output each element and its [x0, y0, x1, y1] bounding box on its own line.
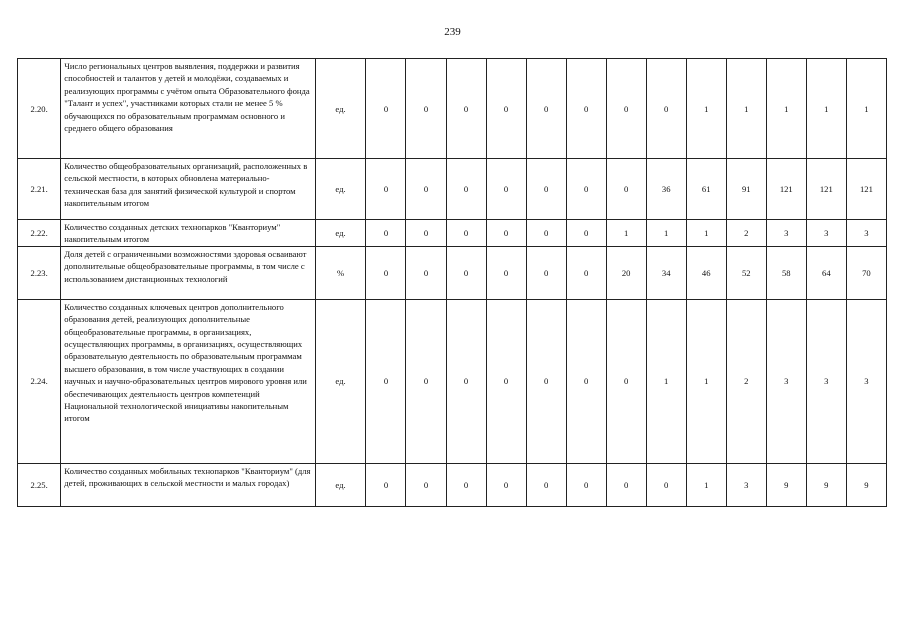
value-cell: 0 — [406, 299, 446, 463]
value-cell: 52 — [726, 246, 766, 299]
indicator-description: Количество созданных мобильных технопарков "Кванториум" (для детей, проживающих в сельской местности и малых городах) — [61, 463, 315, 506]
value-cell: 1 — [686, 220, 726, 247]
value-cell: 0 — [606, 299, 646, 463]
value-cell: 3 — [806, 220, 846, 247]
value-cell: 1 — [726, 59, 766, 159]
value-cell: 3 — [726, 463, 766, 506]
unit-cell: % — [315, 246, 366, 299]
indicator-description: Доля детей с ограниченными возможностями здоровья осваивают дополнительные общеобразовательные программы, в том числе с использованием дистанционных технологий — [61, 246, 315, 299]
unit-cell: ед. — [315, 59, 366, 159]
value-cell: 0 — [406, 159, 446, 220]
value-cell: 9 — [806, 463, 846, 506]
value-cell: 0 — [646, 463, 686, 506]
value-cell: 0 — [366, 220, 406, 247]
value-cell: 0 — [366, 463, 406, 506]
table-row — [18, 59, 887, 159]
value-cell: 0 — [566, 59, 606, 159]
row-number: 2.22. — [18, 220, 61, 247]
value-cell: 0 — [486, 59, 526, 159]
value-cell: 0 — [566, 246, 606, 299]
value-cell: 0 — [606, 463, 646, 506]
value-cell: 0 — [526, 463, 566, 506]
value-cell: 2 — [726, 299, 766, 463]
value-cell: 0 — [406, 463, 446, 506]
table-row — [18, 220, 887, 247]
value-cell: 0 — [366, 59, 406, 159]
value-cell: 3 — [846, 299, 886, 463]
value-cell: 0 — [526, 159, 566, 220]
value-cell: 0 — [566, 299, 606, 463]
value-cell: 0 — [446, 299, 486, 463]
value-cell: 121 — [806, 159, 846, 220]
value-cell: 0 — [366, 159, 406, 220]
value-cell: 1 — [686, 59, 726, 159]
value-cell: 1 — [606, 220, 646, 247]
value-cell: 61 — [686, 159, 726, 220]
unit-cell: ед. — [315, 463, 366, 506]
value-cell: 1 — [806, 59, 846, 159]
value-cell: 0 — [486, 463, 526, 506]
row-number: 2.21. — [18, 159, 61, 220]
row-number: 2.20. — [18, 59, 61, 159]
value-cell: 0 — [366, 246, 406, 299]
table-body — [18, 59, 887, 507]
value-cell: 0 — [606, 59, 646, 159]
value-cell: 3 — [846, 220, 886, 247]
value-cell: 0 — [446, 220, 486, 247]
value-cell: 0 — [366, 299, 406, 463]
value-cell: 20 — [606, 246, 646, 299]
value-cell: 0 — [526, 59, 566, 159]
value-cell: 0 — [446, 159, 486, 220]
indicator-description: Количество созданных ключевых центров дополнительного образования детей, реализующих дополнительные общеобразовательные программы, в организациях, осуществляющих программы, в организациях, осуществляющих образовательную деятельность по образовательным программам высшего образования, в том числе участвующих в создании научных и научно-образовательных центров мирового уровня или обеспечивающих деятельность центров компетенций Национальной технологической инициативы накопительным итогом — [61, 299, 315, 463]
row-number: 2.24. — [18, 299, 61, 463]
indicators-table — [17, 58, 887, 507]
table-row — [18, 246, 887, 299]
table-row — [18, 299, 887, 463]
indicator-description: Количество созданных детских технопарков "Кванториум" накопительным итогом — [61, 220, 315, 247]
value-cell: 0 — [606, 159, 646, 220]
value-cell: 2 — [726, 220, 766, 247]
unit-cell: ед. — [315, 299, 366, 463]
value-cell: 0 — [566, 463, 606, 506]
value-cell: 1 — [646, 220, 686, 247]
table-row — [18, 463, 887, 506]
value-cell: 36 — [646, 159, 686, 220]
value-cell: 1 — [646, 299, 686, 463]
value-cell: 64 — [806, 246, 846, 299]
value-cell: 0 — [406, 246, 446, 299]
value-cell: 0 — [566, 159, 606, 220]
value-cell: 121 — [766, 159, 806, 220]
unit-cell: ед. — [315, 159, 366, 220]
value-cell: 0 — [526, 220, 566, 247]
value-cell: 1 — [686, 299, 726, 463]
row-number: 2.25. — [18, 463, 61, 506]
page-number: 239 — [444, 26, 461, 38]
value-cell: 3 — [766, 299, 806, 463]
indicator-description: Количество общеобразовательных организаций, расположенных в сельской местности, в которых обновлена материально-техническая база для занятий физической культурой и спортом накопительным итогом — [61, 159, 315, 220]
value-cell: 1 — [846, 59, 886, 159]
table-row — [18, 159, 887, 220]
value-cell: 121 — [846, 159, 886, 220]
value-cell: 0 — [566, 220, 606, 247]
value-cell: 0 — [406, 220, 446, 247]
value-cell: 0 — [646, 59, 686, 159]
value-cell: 58 — [766, 246, 806, 299]
value-cell: 3 — [766, 220, 806, 247]
value-cell: 1 — [686, 463, 726, 506]
indicator-description: Число региональных центров выявления, поддержки и развития способностей и талантов у детей и молодёжи, создаваемых и реализующих программы с учётом опыта Образовательного фонда "Талант и успех", участниками которых стали не менее 5 % обучающихся по образовательным программам основного и среднего общего образования — [61, 59, 315, 159]
value-cell: 0 — [526, 246, 566, 299]
value-cell: 0 — [446, 59, 486, 159]
value-cell: 0 — [486, 159, 526, 220]
value-cell: 9 — [766, 463, 806, 506]
value-cell: 1 — [766, 59, 806, 159]
value-cell: 0 — [486, 220, 526, 247]
value-cell: 9 — [846, 463, 886, 506]
value-cell: 0 — [406, 59, 446, 159]
value-cell: 34 — [646, 246, 686, 299]
value-cell: 70 — [846, 246, 886, 299]
value-cell: 0 — [446, 463, 486, 506]
value-cell: 3 — [806, 299, 846, 463]
unit-cell: ед. — [315, 220, 366, 247]
value-cell: 0 — [446, 246, 486, 299]
value-cell: 91 — [726, 159, 766, 220]
row-number: 2.23. — [18, 246, 61, 299]
value-cell: 0 — [526, 299, 566, 463]
value-cell: 0 — [486, 299, 526, 463]
value-cell: 46 — [686, 246, 726, 299]
value-cell: 0 — [486, 246, 526, 299]
